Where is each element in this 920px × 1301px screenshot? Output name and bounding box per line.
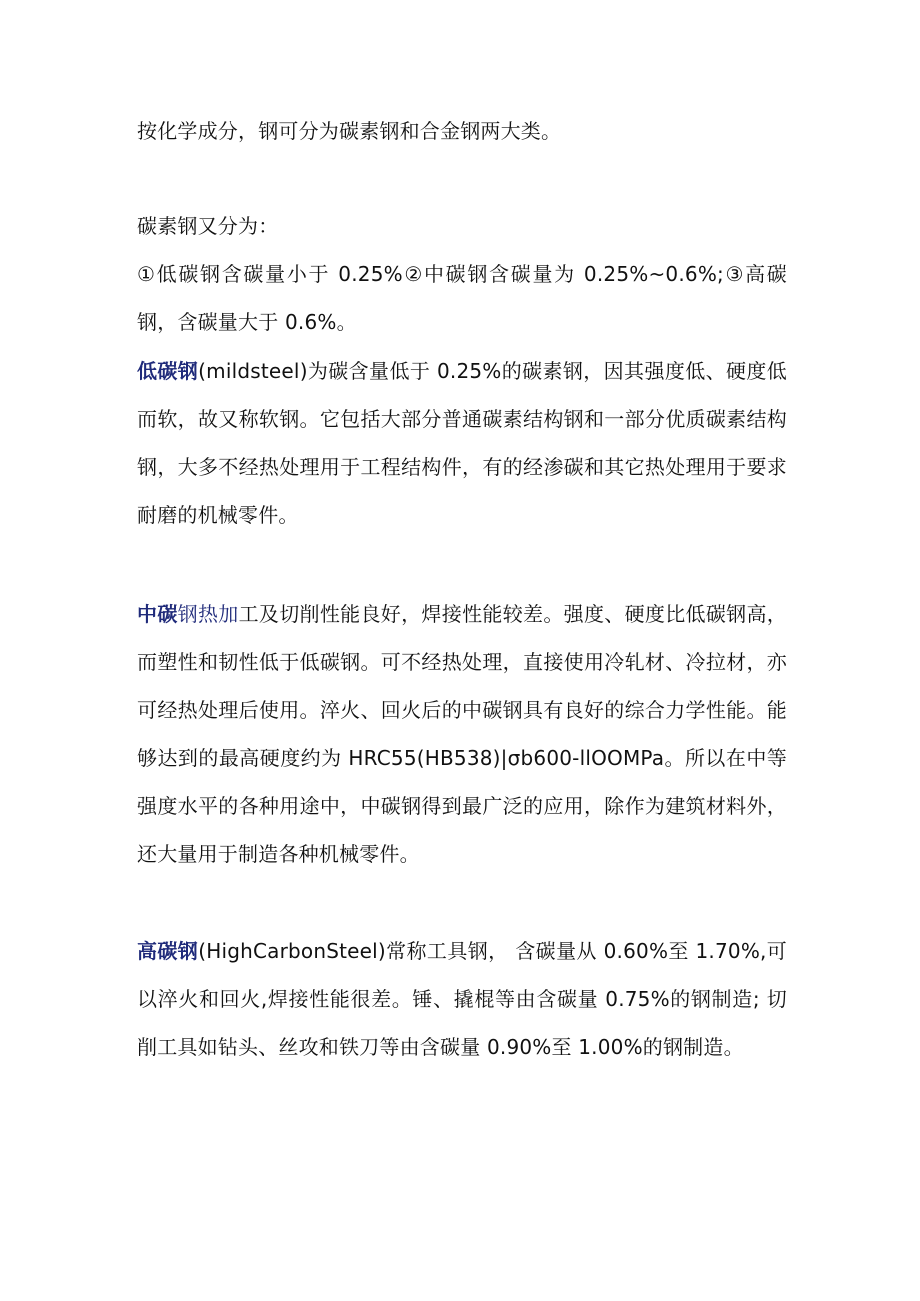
paragraph-medium-carbon-steel xyxy=(137,590,787,878)
term-medium-carbon: 中碳 xyxy=(137,602,178,626)
paragraph-text: ①低碳钢含碳量小于 0.25%②中碳钢含碳量为 0.25%~0.6%;③高碳钢，含碳量大于 0.6%。 xyxy=(137,262,787,334)
paragraph-text: 工及切削性能良好，焊接性能较差。强度、硬度比低碳钢高，而塑性和韧性低于低碳钢。可不经热处理，直接使用冷轧材、冷拉材，亦可经热处理后使用。淬火、回火后的中碳钢具有良好的综合力学性能。能够达到的最高硬度约为 HRC55(HB538)|σb600-llOOMPa。所以在中等强度水平的各种用途中，中碳钢得到最广泛的应用，除作为建筑材料外，还大量用于制造各种机械零件。 xyxy=(137,602,787,866)
paragraph-low-carbon-steel xyxy=(137,347,787,539)
paragraph-high-carbon-steel xyxy=(137,927,787,1071)
paragraph-text: 碳素钢又分为： xyxy=(137,214,279,238)
paragraph-carbon-steel-heading xyxy=(137,202,787,250)
paragraph-text: (HighCarbonSteel)常称工具钢， 含碳量从 0.60%至 1.70%,可以淬火和回火,焊接性能很差。锤、撬棍等由含碳量 0.75%的钢制造; 切削工具如钻头、丝攻和铁刀等由含碳量 0.90%至 1.00%的钢制造。 xyxy=(137,939,787,1059)
paragraph-text: 按化学成分，钢可分为碳素钢和合金钢两大类。 xyxy=(137,119,562,143)
paragraph-classification xyxy=(137,107,787,155)
term-low-carbon-steel: 低碳钢 xyxy=(137,359,199,383)
paragraph-text: (mildsteel)为碳含量低于 0.25%的碳素钢，因其强度低、硬度低而软，故又称软钢。它包括大部分普通碳素结构钢和一部分优质碳素结构钢，大多不经热处理用于工程结构件，有的经渗碳和其它热处理用于要求耐磨的机械零件。 xyxy=(137,359,787,527)
term-high-carbon-steel: 高碳钢 xyxy=(137,939,199,963)
paragraph-carbon-steel-types xyxy=(137,250,787,346)
term-medium-carbon-continued: 钢热加 xyxy=(177,602,239,626)
